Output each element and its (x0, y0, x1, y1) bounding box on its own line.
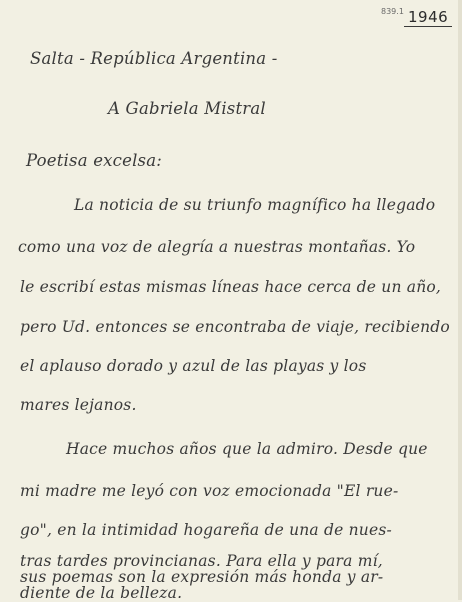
letter-line: mi madre me leyó con voz emocionada "El rue- (20, 482, 399, 500)
letter-place: Salta - República Argentina - (30, 49, 278, 68)
letter-recipient: A Gabriela Mistral (108, 99, 266, 118)
letter-salutation: Poetisa excelsa: (26, 151, 163, 170)
letter-line: pero Ud. entonces se encontraba de viaje, recibiendo (20, 318, 450, 336)
letter-line: como una voz de alegría a nuestras montañas. Yo (18, 238, 416, 256)
archive-reference: 839.1 (381, 7, 404, 16)
letter-line: sus poemas son la expresión más honda y ar- (20, 568, 384, 586)
letter-line: tras tardes provincianas. Para ella y para mí, (20, 552, 383, 570)
year-underline (404, 26, 452, 27)
letter-line: go", en la intimidad hogareña de una de nues- (20, 521, 392, 539)
letter-line: le escribí estas mismas líneas hace cerca de un año, (20, 278, 442, 296)
page-edge (458, 0, 462, 600)
letter-line: mares lejanos. (20, 396, 137, 414)
letter-year: 1946 (408, 8, 449, 26)
letter-line: el aplauso dorado y azul de las playas y los (20, 357, 367, 375)
letter-line: Hace muchos años que la admiro. Desde que (66, 440, 428, 458)
letter-line: La noticia de su triunfo magnífico ha llegado (74, 196, 436, 214)
letter-line: diente de la belleza. (20, 584, 183, 602)
